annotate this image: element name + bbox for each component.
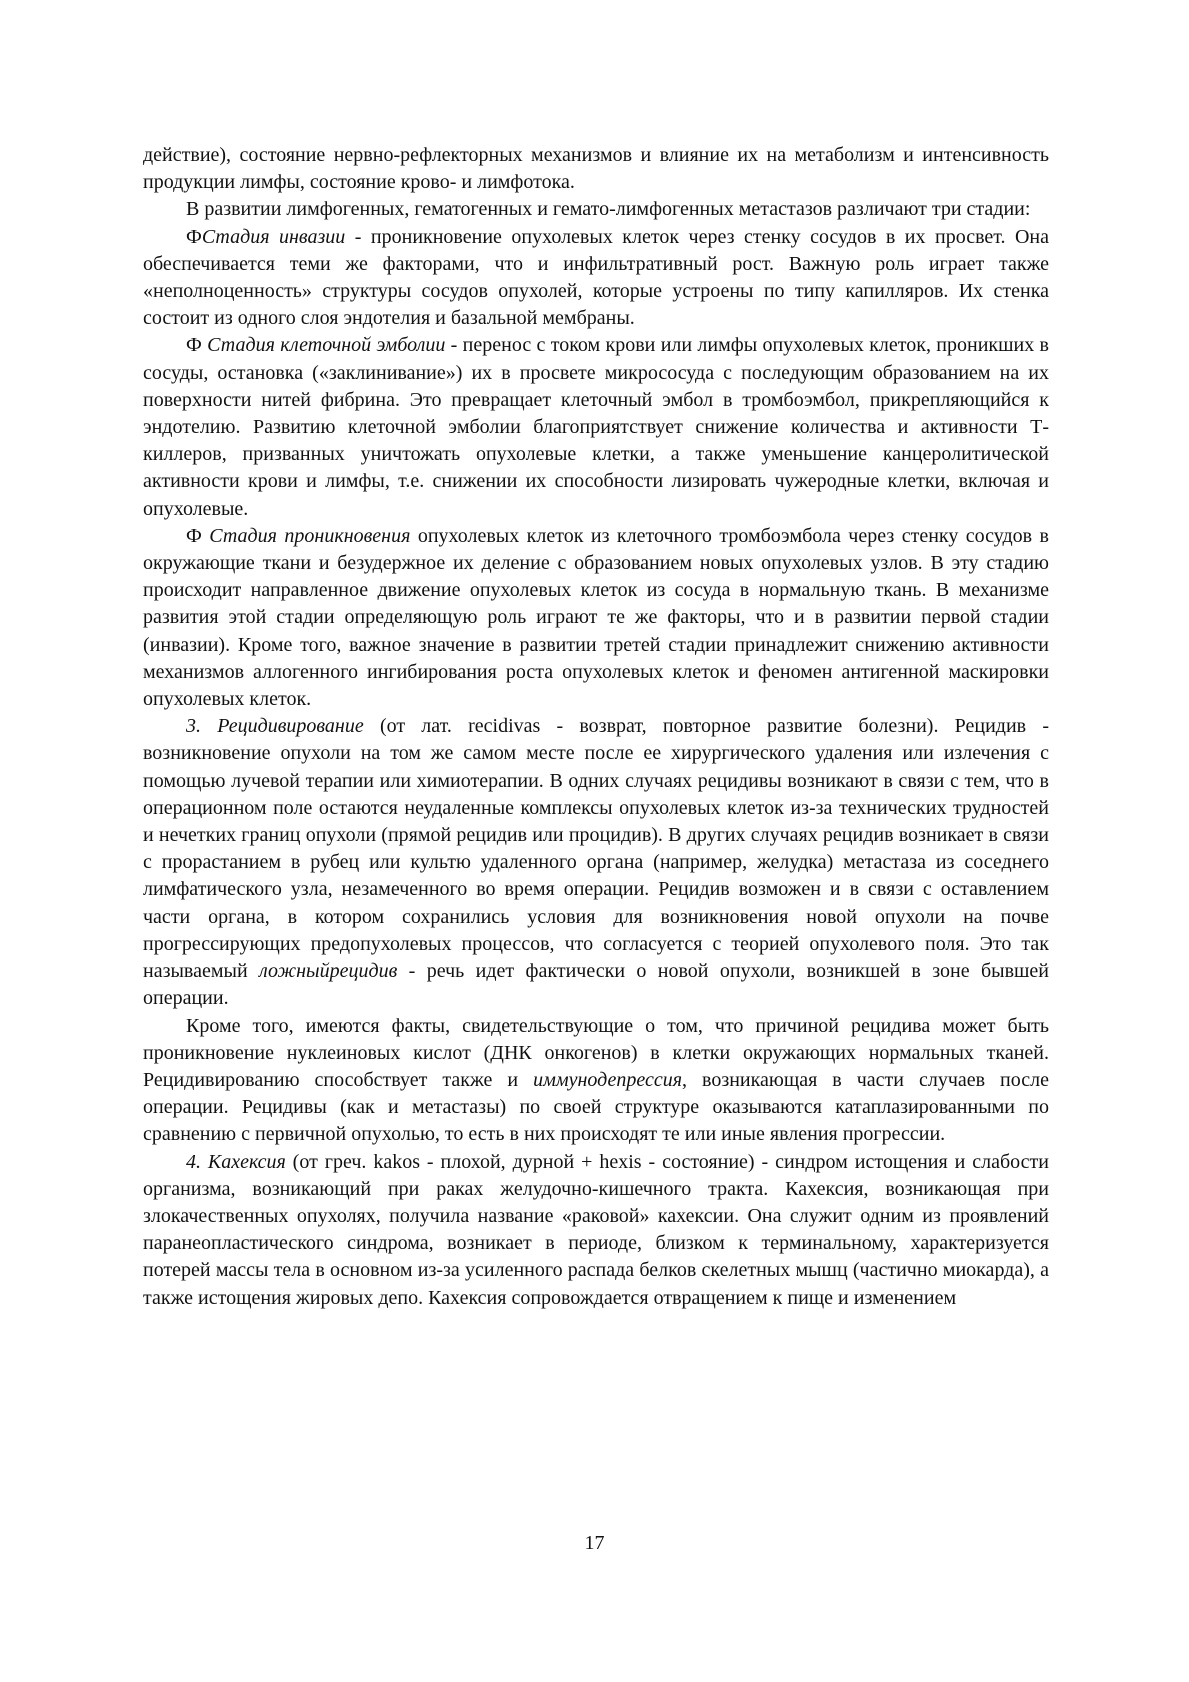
paragraph-p-cont — [143, 142, 1049, 196]
paragraph-p-recurrence-2 — [143, 1013, 1049, 1149]
text-run: Ф — [186, 524, 210, 547]
body-text — [143, 142, 1049, 1312]
text-run: Кроме того, имеются факты, свидетельствующие о том, что причиной рецидива может быть проникновение нуклеиновых кислот (ДНК онкогенов) в клетки окружающих нормальных тканей. Рецидивированию способствует также и — [143, 1014, 1049, 1091]
page-number: 17 — [584, 1532, 605, 1554]
text-run: - перенос с током крови или лимфы опухолевых клеток, проникших в сосуды, остановка («заклинивание») их в просвете микрососуда с последующим образованием на их поверхности нитей фибрина. Это превращает клеточный эмбол в тромбоэмбол, прикрепляющийся к эндотелию. Развитию клеточной эмболии благоприятствует снижение количества и активности Т-киллеров, призванных уничтожать опухолевые клетки, а также уменьшение канцеролитической активности крови и лимфы, т.е. снижении их способности лизировать чужеродные клетки, включая и опухолевые. — [143, 334, 1049, 520]
italic-term: Стадия клеточной эмболии — [207, 334, 446, 357]
text-run: В развитии лимфогенных, гематогенных и гемато-лимфогенных метастазов различают три стадии: — [186, 198, 1031, 221]
text-run: опухолевых клеток из клеточного тромбоэмбола через стенку сосудов в окружающие ткани и безудержное их деление с образованием новых опухолевых узлов. В эту стадию происходит направленное движение опухолевых клеток из сосуда в нормальную ткань. В механизме развития этой стадии определяющую роль играют те же факторы, что и в развитии первой стадии (инвазии). Кроме того, важное значение в развитии третей стадии принадлежит снижению активности механизмов аллогенного ингибирования роста опухолевых клеток и феномен антигенной маскировки опухолевых клеток. — [143, 524, 1049, 711]
text-run: (от греч. kakos - плохой, дурной + hexis - состояние) - синдром истощения и слабости организма, возникающий при раках желудочно-кишечного тракта. Кахексия, возникающая при злокачественных опухолях, получила название «раковой» кахексии. Она служит одним из проявлений паранеопластического синдрома, возникает в периоде, близком к терминальному, характеризуется потерей массы тела в основном из-за усиленного распада белков скелетных мышц (частично миокарда), а также истощения жировых депо. Кахексия сопровождается отвращением к пище и изменением — [143, 1150, 1050, 1309]
paragraph-p-embolism — [143, 332, 1049, 522]
italic-term: 3. Рецидивирование — [186, 715, 364, 738]
italic-term: иммунодепрессия — [533, 1068, 683, 1091]
paragraph-p-cachexia — [143, 1149, 1049, 1312]
italic-term: 4. Кахексия — [186, 1150, 286, 1173]
italic-term: ложныйрецидив — [259, 960, 398, 983]
paragraph-p-recurrence — [143, 713, 1049, 1012]
text-run: - проникновение опухолевых клеток через стенку сосудов в их просвет. Она обеспечивается теми же факторами, что и инфильтративный рост. Важную роль играет также «неполноценность» структуры сосудов опухолей, которые устроены по типу капилляров. Их стенка состоит из одного слоя эндотелия и базальной мембраны. — [143, 225, 1050, 330]
italic-term: Стадия проникновения — [209, 524, 411, 547]
paragraph-p-penetration — [143, 523, 1049, 713]
paragraph-p-invasion — [143, 224, 1049, 333]
text-run: действие), состояние нервно-рефлекторных механизмов и влияние их на метаболизм и интенсивность продукции лимфы, состояние крово- и лимфотока. — [143, 144, 1049, 194]
text-run: Ф — [186, 225, 202, 248]
text-run: - речь идет фактически о новой опухоли, возникшей в зоне бывшей операции. — [143, 960, 1049, 1010]
text-run: , возникающая в части случаев после операции. Рецидивы (как и метастазы) по своей структуре оказываются катаплазированными по сравнению с первичной опухолью, то есть в них происходят те или иные явления прогрессии. — [143, 1068, 1049, 1146]
text-run: (от лат. recidivas - возврат, повторное развитие болезни). Рецидив - возникновение опухоли на том же самом месте после ее хирургического удаления или излечения с помощью лучевой терапии или химиотерапии. В одних случаях рецидивы возникают в связи с тем, что в операционном поле остаются неудаленные комплексы опухолевых клеток из-за технических трудностей и нечетких границ опухоли (прямой рецидив или процидив). В других случаях рецидив возникает в связи с прорастанием в рубец или культю удаленного органа (например, желудка) метастаза из соседнего лимфатического узла, незамеченного во время операции. Рецидив возможен и в связи с оставлением части органа, в котором сохранились условия для возникновения новой опухоли на почве прогрессирующих предопухолевых процессов, что согласуется с теорией опухолевого поля. Это так называемый — [143, 715, 1049, 983]
italic-term: Стадия инвазии — [201, 225, 346, 248]
text-run: Ф — [186, 334, 208, 357]
paragraph-p-stages-intro — [143, 196, 1049, 223]
